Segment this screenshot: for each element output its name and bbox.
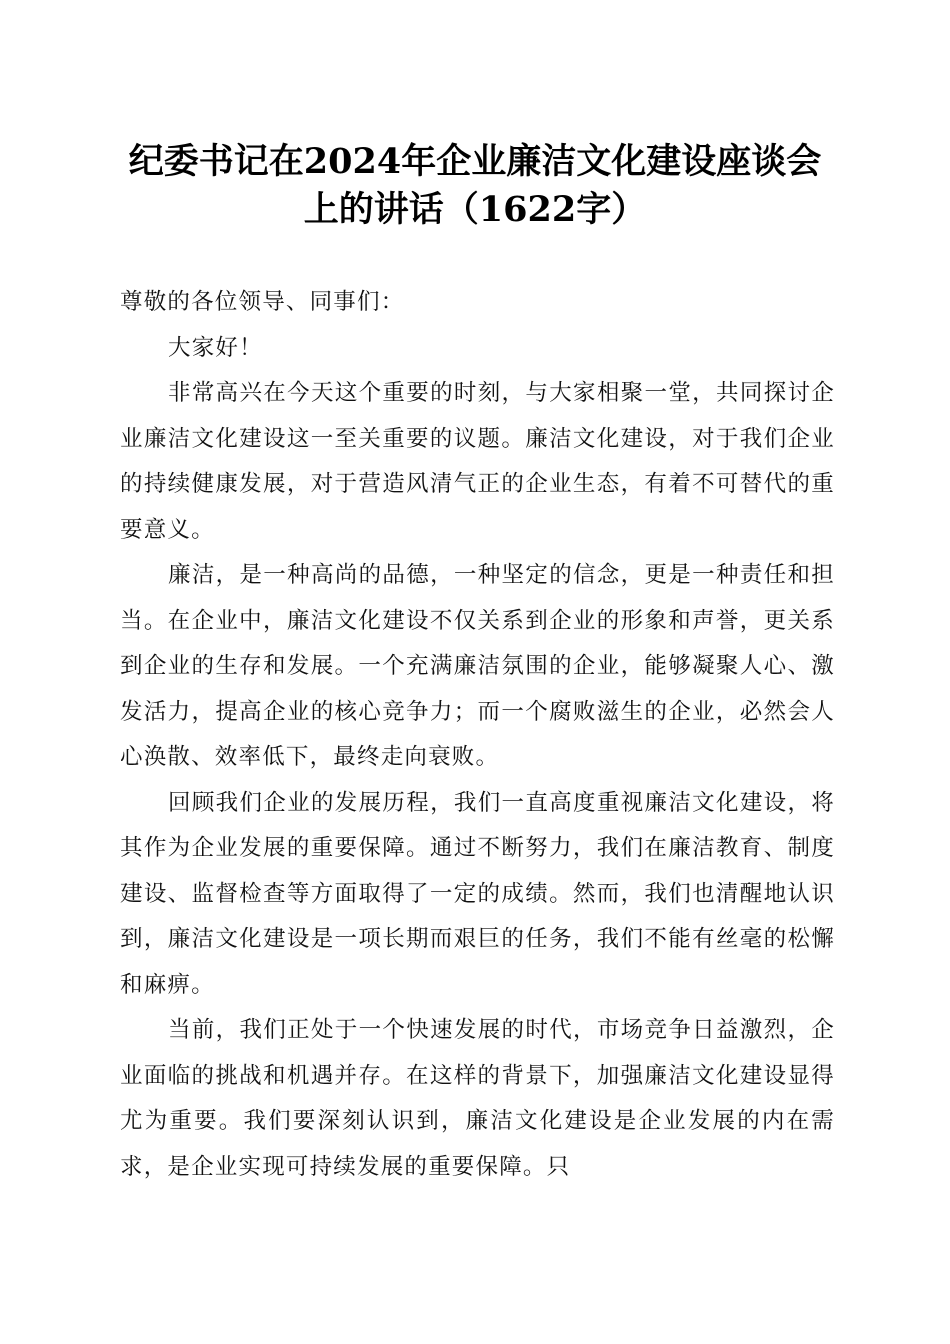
paragraph-greeting: 大家好！ [168,334,263,361]
title-line-1: 纪委书记在2024年企业廉洁文化建设座谈会 [128,141,822,182]
salutation: 尊敬的各位领导、同事们： [120,289,405,315]
title-line-2: 上的讲话（1622字） [303,189,647,230]
speech-body [120,280,835,1190]
document-title [90,138,860,234]
paragraph-history-review: 回顾我们企业的发展历程，我们一直高度重视廉洁文化建设，将其作为企业发展的重要保障。通过不断努力，我们在廉洁教育、制度建设、监督检查等方面取得了一定的成绩。然而，我们也清醒地认识到，廉洁文化建设是一项长期而艰巨的任务，我们不能有丝毫的松懈和麻痹。 [120,789,835,998]
paragraph-introduction: 非常高兴在今天这个重要的时刻，与大家相聚一堂，共同探讨企业廉洁文化建设这一至关重要的议题。廉洁文化建设，对于我们企业的持续健康发展，对于营造风清气正的企业生态，有着不可替代的重要意义。 [120,380,835,543]
paragraph-current-situation: 当前，我们正处于一个快速发展的时代，市场竞争日益激烈，企业面临的挑战和机遇并存。在这样的背景下，加强廉洁文化建设显得尤为重要。我们要深刻认识到，廉洁文化建设是企业发展的内在需求，是企业实现可持续发展的重要保障。只 [120,1017,835,1180]
paragraph-integrity-meaning: 廉洁，是一种高尚的品德，一种坚定的信念，更是一种责任和担当。在企业中，廉洁文化建设不仅关系到企业的形象和声誉，更关系到企业的生存和发展。一个充满廉洁氛围的企业，能够凝聚人心、激发活力，提高企业的核心竞争力；而一个腐败滋生的企业，必然会人心涣散、效率低下，最终走向衰败。 [120,562,835,770]
